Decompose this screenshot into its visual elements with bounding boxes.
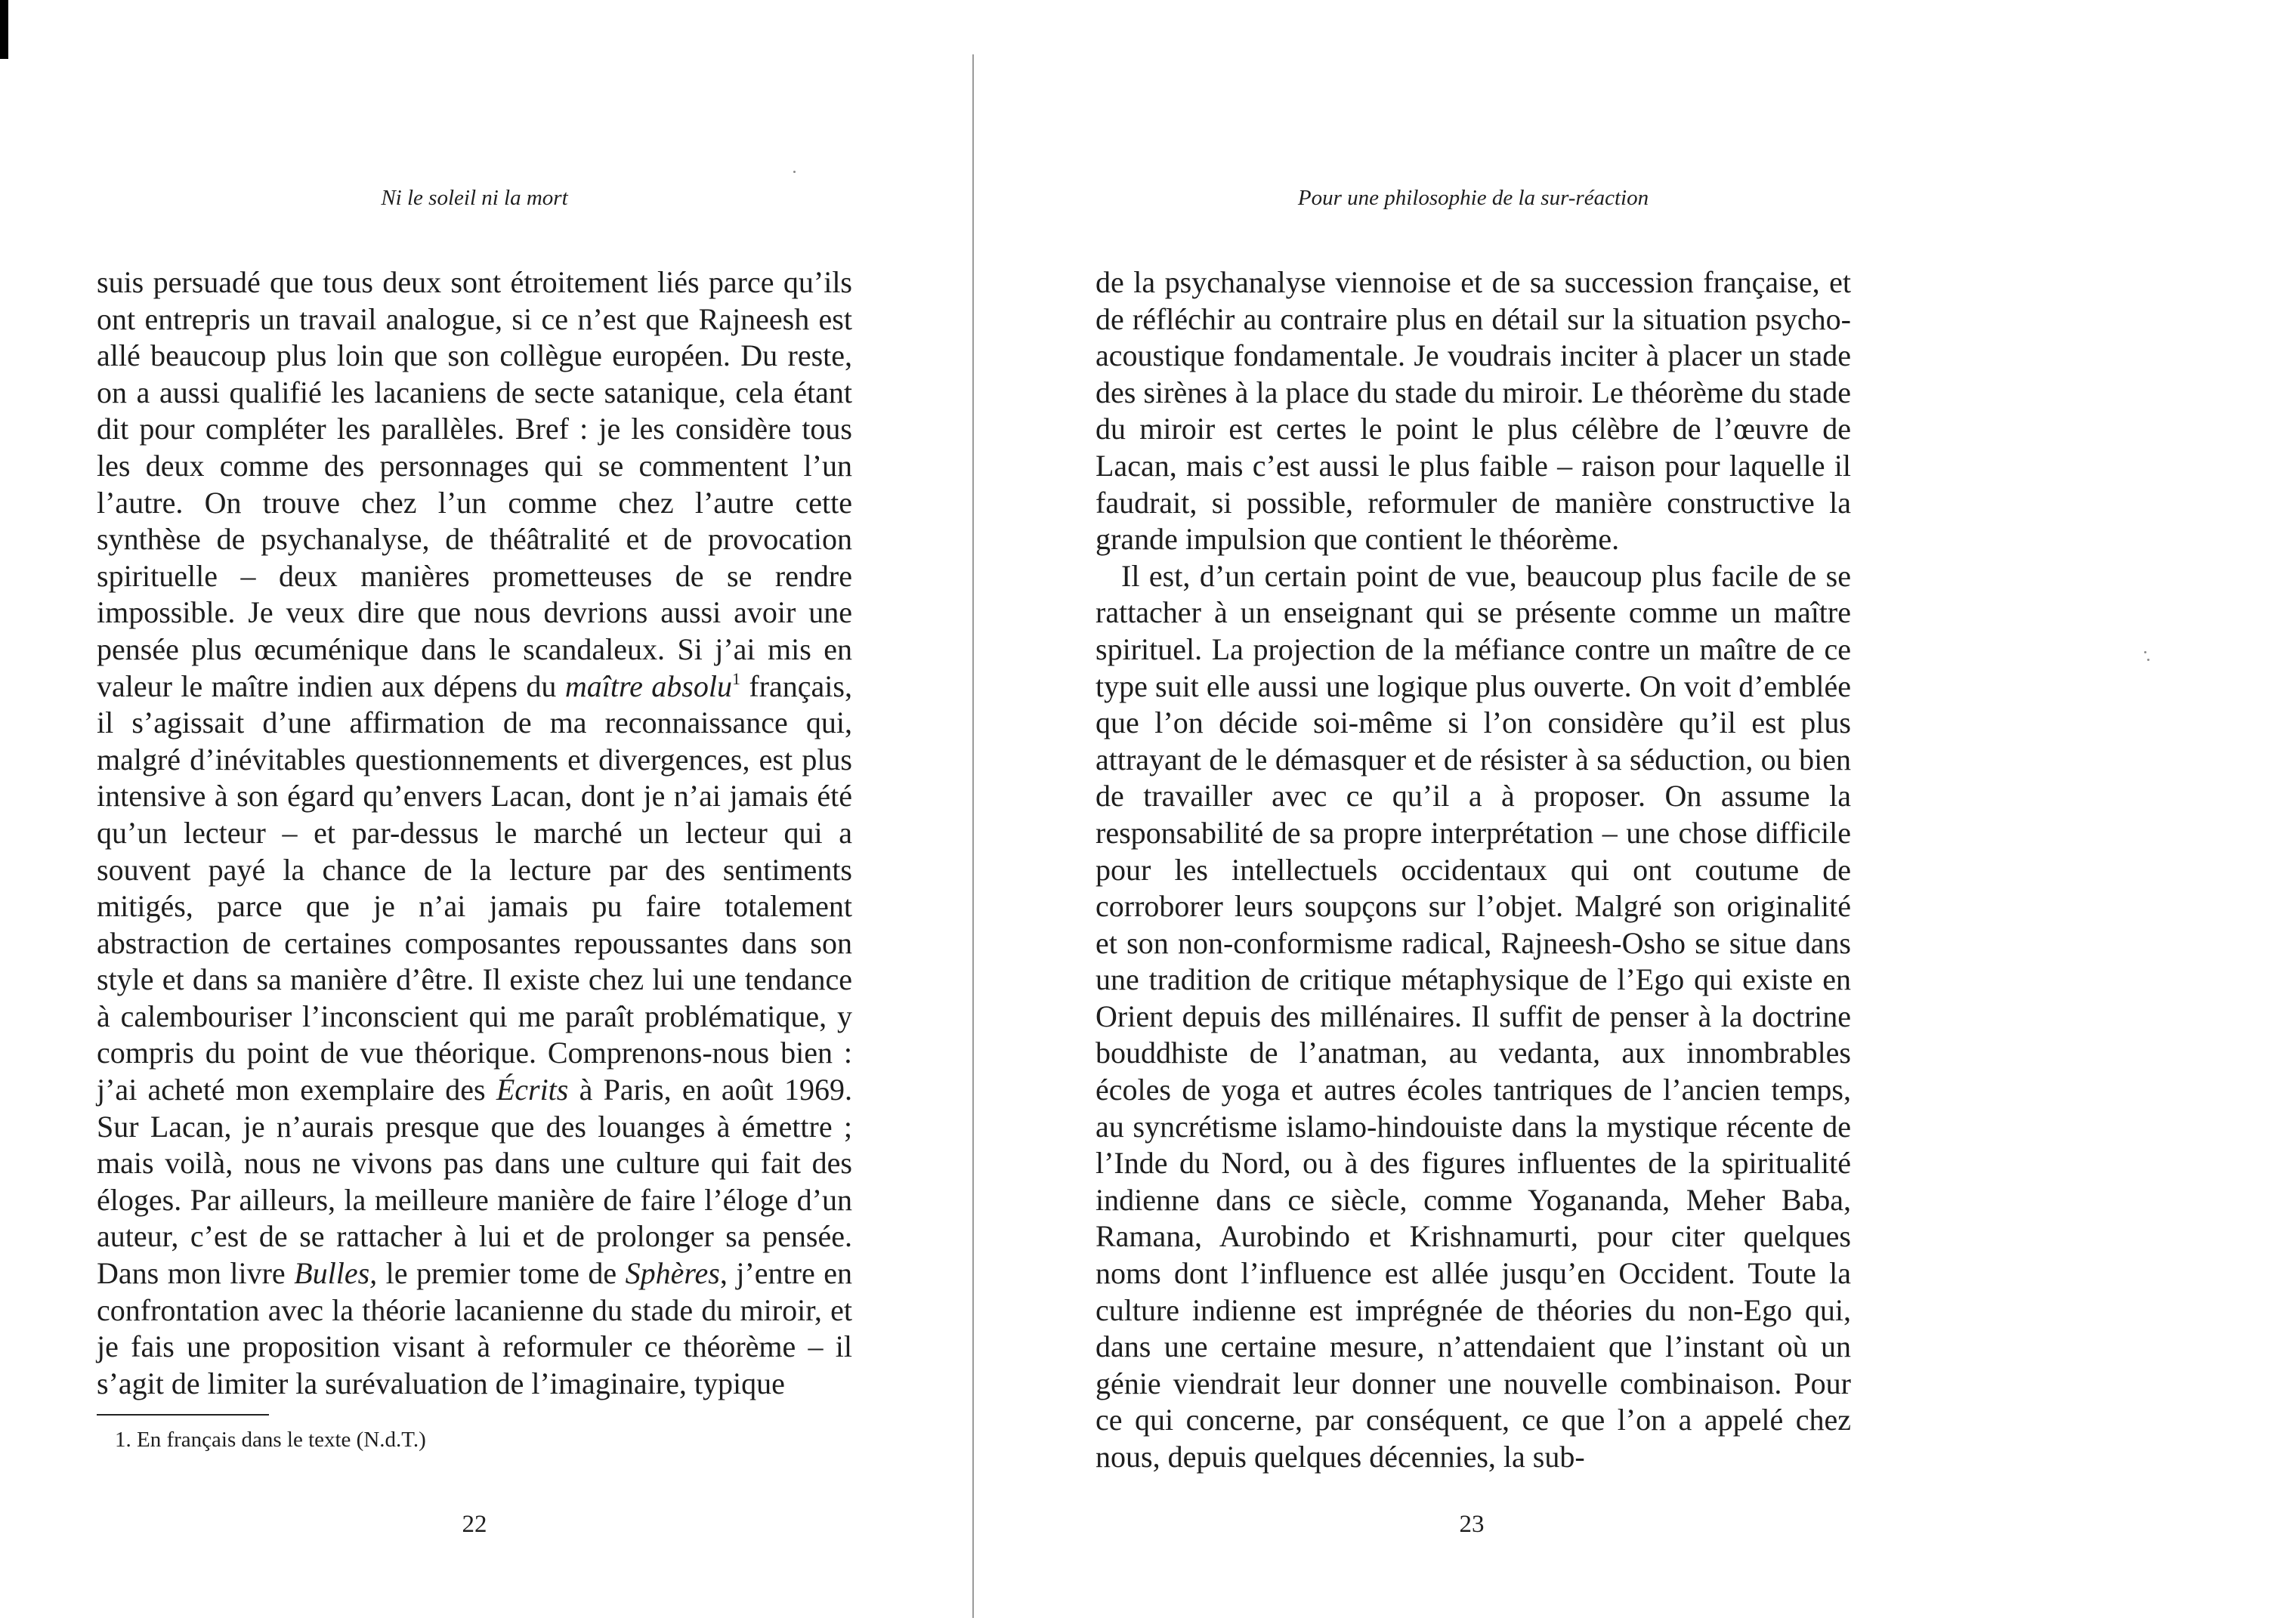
text-run: , j’entre en confrontation avec la théorie lacanienne du stade du miroir, et je fais une proposition visant à reformuler ce théorème – il s’agit de limiter la surévaluation de l’imaginaire, typique bbox=[97, 1256, 852, 1400]
footnote-rule bbox=[97, 1414, 269, 1416]
text-run: à Paris, en août 1969. Sur Lacan, je n’aurais presque que des louanges à émettre ; mais voilà, nous ne vivons pas dans une culture qui fait des éloges. Par ailleurs, la meilleure manière de faire l’éloge d’un auteur, c’est de se rattacher à lui et de prolonger sa pensée. Dans mon livre bbox=[97, 1073, 853, 1291]
text-run: suis persuadé que tous deux sont étroitement liés parce qu’ils ont entrepris un travail analogue, si ce n’est que Rajneesh est allé beaucoup plus loin que son collègue européen. Du reste, on a aussi qualifié les lacaniens de secte satanique, cela étant dit pour compléter les parallèles. Bref : je les considère tous les deux comme des personnages qui se commentent l’un l’autre. On trouve chez l’un comme chez l’autre cette synthèse de psychanalyse, de théâtralité et de provocation spirituelle – deux manières prometteuses de se rendre impossible. Je veux dire que nous devrions aussi avoir une pensée plus œcuménique dans le scandaleux. Si j’ai mis en valeur le maître indien aux dépens du bbox=[97, 265, 852, 703]
emphasis: Sphères bbox=[625, 1256, 720, 1291]
page-number: 22 bbox=[462, 1511, 487, 1538]
right-page bbox=[975, 0, 2293, 1624]
body-text bbox=[97, 264, 852, 1402]
running-head: Ni le soleil ni la mort bbox=[381, 186, 568, 210]
left-page bbox=[0, 0, 975, 1624]
footnote: 1. En français dans le texte (N.d.T.) bbox=[115, 1428, 426, 1452]
footnote-reference: 1 bbox=[731, 668, 740, 688]
text-run: français, il s’agissait d’une affirmation de ma reconnaissance qui, malgré d’inévitables questionnements et divergences, est plus intensive à son égard qu’envers Lacan, dont je n’ai jamais été qu’un lecteur – et par-dessus le marché un lecteur qui a souvent payé la chance de la lecture par des sentiments mitigés, parce que je n’ai jamais pu faire totalement abstraction de certaines composantes repoussantes dans son style et dans sa manière d’être. Il existe chez lui une tendance à calembouriser l’inconscient qui me paraît problématique, y compris du point de vue théorique. Comprenons-nous bien : j’ai acheté mon exemplaire des bbox=[97, 668, 852, 1107]
paragraph bbox=[97, 264, 852, 1402]
paragraph: de la psychanalyse viennoise et de sa succession française, et de réfléchir au contraire plus en détail sur la situation psycho-acoustique fondamentale. Je voudrais inciter à placer un stade des sirènes à la place du stade du miroir. Le théorème du stade du miroir est certes le point le plus célèbre de l’œuvre de Lacan, mais c’est aussi le plus faible – raison pour laquelle il faudrait, si possible, reformuler de manière constructive la grande impulsion que contient le théorème. bbox=[1096, 265, 1851, 557]
page-number: 23 bbox=[1459, 1511, 1485, 1538]
running-head: Pour une philosophie de la sur-réaction bbox=[1297, 186, 1649, 210]
body-text bbox=[1096, 264, 1851, 1476]
paragraph: Il est, d’un certain point de vue, beaucoup plus facile de se rattacher à un enseignant qui se présente comme un maître spirituel. La projection de la méfiance contre un maître de ce type suit elle aussi une logique plus ouverte. On voit d’emblée que l’on décide soi-même si l’on considère qu’il est plus attrayant de le démasquer et de résister à sa séduction, ou bien de travailler avec ce qu’il a à proposer. On assume la responsabilité de sa propre interprétation – une chose difficile pour les intellectuels occidentaux qui ont coutume de corroborer leurs soupçons sur l’objet. Malgré son originalité et son non-conformisme radical, Rajneesh-Osho se situe dans une tradition de critique métaphysique de l’Ego qui existe en Orient depuis des millénaires. Il suffit de penser à la doctrine bouddhiste de l’anatman, au vedanta, aux innombrables écoles de yoga et autres écoles tantriques de l’ancien temps, au syncrétisme islamo-hindouiste dans la mystique récente de l’Inde du Nord, ou à des figures influentes de la spiritualité indienne dans ce siècle, comme Yogananda, Meher Baba, Ramana, Aurobindo et Krishnamurti, pour citer quelques noms dont l’influence est allée jusqu’en Occident. Toute la culture indienne est imprégnée de théories du non-Ego qui, dans une certaine mesure, n’attendaient que l’instant où un génie viendrait leur donner une nouvelle combinaison. Pour ce qui concerne, par conséquent, ce que l’on a appelé chez nous, depuis quelques décennies, la sub- bbox=[1096, 558, 1851, 1474]
emphasis: maître absolu bbox=[564, 668, 732, 703]
emphasis: Écrits bbox=[496, 1073, 569, 1107]
text-run: le premier tome de bbox=[377, 1256, 626, 1291]
emphasis: Bulles, bbox=[294, 1256, 378, 1291]
